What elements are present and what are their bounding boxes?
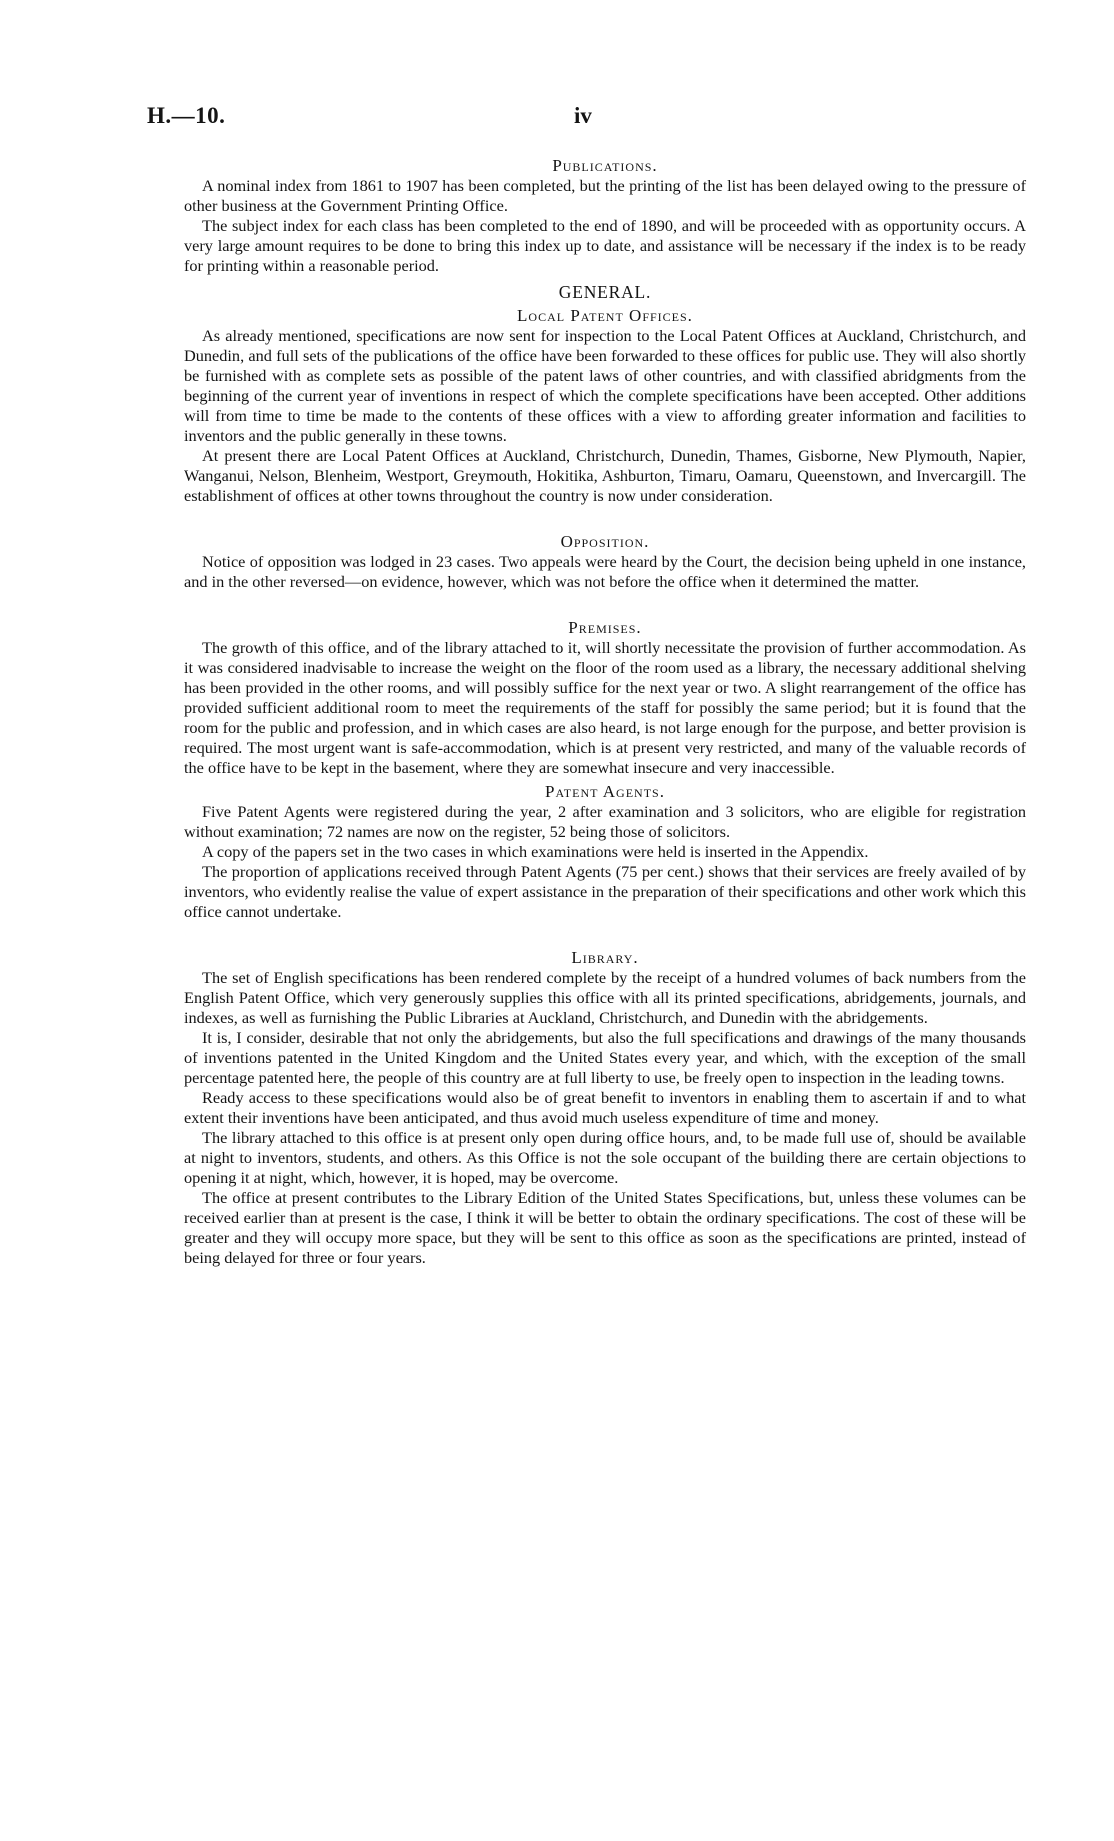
paragraph: Notice of opposition was lodged in 23 cases. Two appeals were heard by the Court, the decision being upheld in one instance, and in the other reversed—on evidence, however, which was not before the office when it determined the matter.	[184, 552, 1026, 591]
heading-patent-agents: Patent Agents.	[545, 782, 665, 801]
paragraph: The proportion of applications received through Patent Agents (75 per cent.) shows that their services are freely availed of by inventors, who evidently realise the value of expert assistance in the preparation of their specifications and other work which this office cannot undertake.	[184, 862, 1026, 921]
paragraph: The subject index for each class has been completed to the end of 1890, and will be proceeded with as opportunity occurs. A very large amount requires to be done to bring this index up to date, and assistance will be necessary if the index is to be ready for printing within a reasonable period.	[184, 216, 1026, 275]
heading-general: GENERAL.	[558, 282, 652, 302]
page-number: iv	[574, 103, 592, 128]
document-reference: H.—10.	[147, 103, 226, 128]
paragraph: The library attached to this office is at present only open during office hours, and, to be made full use of, should be available at night to inventors, students, and others. As this Office is not the sole occupant of the building there are certain objections to opening it at night, which, however, it is hoped, may be overcome.	[184, 1128, 1026, 1187]
heading-premises: Premises.	[568, 618, 642, 637]
paragraph: It is, I consider, desirable that not only the abridgements, but also the full specifications and drawings of the many thousands of inventions patented in the United Kingdom and the United States every year, and which, with the exception of the small percentage patented here, the people of this country are at full liberty to use, be freely open to inspection in the leading towns.	[184, 1028, 1026, 1087]
document-body	[184, 156, 1026, 1268]
heading-local-patent-offices: Local Patent Offices.	[517, 306, 693, 325]
paragraph: A nominal index from 1861 to 1907 has been completed, but the printing of the list has been delayed owing to the pressure of other business at the Government Printing Office.	[184, 176, 1026, 215]
heading-library: Library.	[571, 948, 639, 967]
heading-opposition: Opposition.	[560, 532, 650, 551]
paragraph: The set of English specifications has been rendered complete by the receipt of a hundred volumes of back numbers from the English Patent Office, which very generously supplies this office with all its printed specifications, abridgements, journals, and indexes, as well as furnishing the Public Libraries at Auckland, Christchurch, and Dunedin with the abridgements.	[184, 968, 1026, 1027]
paragraph: The growth of this office, and of the library attached to it, will shortly necessitate the provision of further accommodation. As it was considered inadvisable to increase the weight on the floor of the room used as a library, the necessary additional shelving has been provided in the other rooms, and will possibly suffice for the next year or two. A slight rearrangement of the office has provided sufficient additional room to meet the requirements of the staff for possibly the same period; but it is found that the room for the public and profession, and in which cases are also heard, is not large enough for the purpose, and better provision is required. The most urgent want is safe-accommodation, which is at present very restricted, and many of the valuable records of the office have to be kept in the basement, where they are somewhat insecure and very inaccessible.	[184, 638, 1026, 777]
paragraph: The office at present contributes to the Library Edition of the United States Specifications, but, unless these volumes can be received earlier than at present is the case, I think it will be better to obtain the ordinary specifications. The cost of these will be greater and they will occupy more space, but they will be sent to this office as soon as the specifications are printed, instead of being delayed for three or four years.	[184, 1188, 1026, 1267]
paragraph: As already mentioned, specifications are now sent for inspection to the Local Patent Offices at Auckland, Christchurch, and Dunedin, and full sets of the publications of the office have been forwarded to these offices for public use. They will also shortly be furnished with as complete sets as possible of the patent laws of other countries, and with classified abridgments from the beginning of the current year of inventions in respect of which the complete specifications have been accepted. Other additions will from time to time be made to the contents of these offices with a view to affording greater information and facilities to inventors and the public generally in these towns.	[184, 326, 1026, 445]
paragraph: A copy of the papers set in the two cases in which examinations were held is inserted in the Appendix.	[202, 842, 869, 861]
paragraph: Ready access to these specifications would also be of great benefit to inventors in enabling them to ascertain if and to what extent their inventions have been anticipated, and thus avoid much useless expenditure of time and money.	[184, 1088, 1026, 1127]
heading-publications: Publications.	[552, 156, 658, 175]
paragraph: Five Patent Agents were registered during the year, 2 after examination and 3 solicitors, who are eligible for registration without examination; 72 names are now on the register, 52 being those of solicitors.	[184, 802, 1026, 841]
paragraph: At present there are Local Patent Offices at Auckland, Christchurch, Dunedin, Thames, Gisborne, New Plymouth, Napier, Wanganui, Nelson, Blenheim, Westport, Greymouth, Hokitika, Ashburton, Timaru, Oamaru, Queenstown, and Invercargill. The establishment of offices at other towns throughout the country is now under consideration.	[184, 446, 1026, 505]
